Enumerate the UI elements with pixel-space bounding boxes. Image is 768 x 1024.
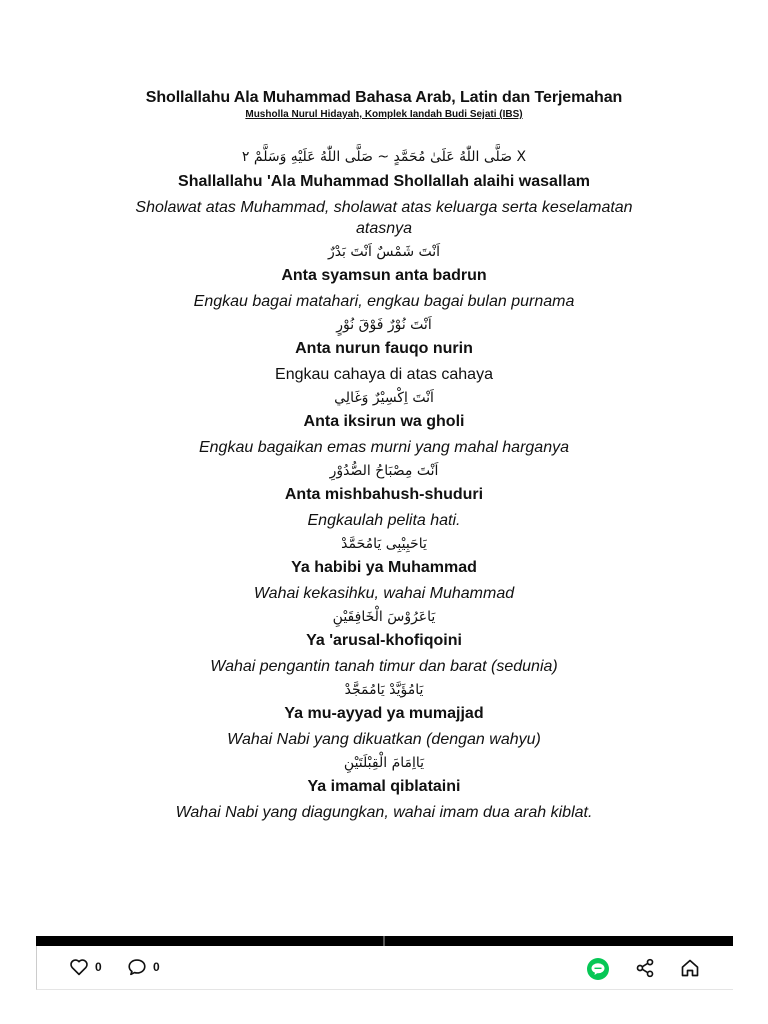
share-icon <box>635 958 655 978</box>
translation-text: Wahai kekasihku, wahai Muhammad <box>253 585 515 602</box>
translation-text: Engkau cahaya di atas cahaya <box>275 366 493 383</box>
verse-4 <box>134 388 634 458</box>
comment-button[interactable] <box>127 958 160 976</box>
translation-text: Sholawat atas Muhammad, sholawat atas keluarga serta keselamatan atasnya <box>135 199 633 237</box>
translation-text: Wahai pengantin tanah timur dan barat (sedunia) <box>210 658 558 675</box>
latin-text: Anta iksirun wa gholi <box>303 413 465 430</box>
document-divider-bar <box>36 936 733 946</box>
verse-1 <box>134 146 634 239</box>
translation-text: Wahai Nabi yang diagungkan, wahai imam dua arah kiblat. <box>175 804 593 821</box>
latin-text: Ya habibi ya Muhammad <box>291 559 477 576</box>
document-title: Shollallahu Ala Muhammad Bahasa Arab, Latin dan Terjemahan <box>145 89 623 106</box>
latin-text: Ya 'arusal-khofiqoini <box>306 632 462 649</box>
latin-text: Anta nurun fauqo nurin <box>295 340 473 357</box>
home-icon <box>680 958 700 978</box>
arabic-text: يَاحَبِيْبِى يَامُحَمَّدْ <box>341 536 427 552</box>
translation-text: Engkaulah pelita hati. <box>307 512 461 529</box>
comment-icon <box>127 958 147 976</box>
arabic-text: يَاعَرُوْسَ الْخَافِقَيْنِ <box>332 609 436 625</box>
line-share-button[interactable] <box>587 958 609 980</box>
arabic-text: يَااِمَامَ الْقِبْلَتَيْنِ <box>343 755 425 771</box>
arabic-text: يَامُؤَيَّدْ يَامُمَجَّدْ <box>344 682 424 698</box>
latin-text: Ya mu-ayyad ya mumajjad <box>284 705 484 722</box>
home-button[interactable] <box>680 958 700 978</box>
arabic-text: اَنْتَ اِكْسِيْرٌ وَغَالِي <box>334 390 434 406</box>
latin-text: Anta syamsun anta badrun <box>281 267 487 284</box>
line-icon <box>587 958 609 980</box>
verse-2 <box>134 242 634 312</box>
latin-text: Ya imamal qiblataini <box>307 778 461 795</box>
verse-3 <box>134 315 634 385</box>
heart-icon <box>69 958 89 976</box>
latin-text: Shallallahu 'Ala Muhammad Shollallah alaihi wasallam <box>178 173 590 190</box>
arabic-text: اَنْتَ شَمْسٌ اَنْتَ بَدْرٌ <box>327 244 441 260</box>
like-count: 0 <box>95 960 102 974</box>
verse-list <box>134 146 634 826</box>
action-footer <box>36 946 733 990</box>
verse-5 <box>134 461 634 531</box>
comment-count: 0 <box>153 960 160 974</box>
arabic-text: اَنْتَ نُوْرٌ فَوْقَ نُوْرٍ <box>336 317 432 333</box>
share-button[interactable] <box>635 958 655 978</box>
arabic-text: اَنْتَ مِصْبَاحُ الصُّدُوْرِ <box>329 463 439 479</box>
verse-9 <box>134 753 634 823</box>
translation-text: Engkau bagaikan emas murni yang mahal harganya <box>198 439 569 456</box>
translation-text: Wahai Nabi yang dikuatkan (dengan wahyu) <box>227 731 541 748</box>
divider-split <box>383 936 385 946</box>
arabic-text: صَلَّى اللّٰهُ عَلَىٰ مُحَمَّدٍ ~ صَلَّى اللّٰهُ عَلَيْهِ وَسَلَّمْ ٢ X <box>241 149 527 165</box>
latin-text: Anta mishbahush-shuduri <box>284 486 484 503</box>
translation-text: Engkau bagai matahari, engkau bagai bulan purnama <box>193 293 575 310</box>
verse-7 <box>134 607 634 677</box>
verse-6 <box>134 534 634 604</box>
verse-8 <box>134 680 634 750</box>
like-button[interactable] <box>69 958 102 976</box>
document-subtitle: Musholla Nurul Hidayah, Komplek Iandah Budi Sejati (IBS) <box>245 109 523 120</box>
